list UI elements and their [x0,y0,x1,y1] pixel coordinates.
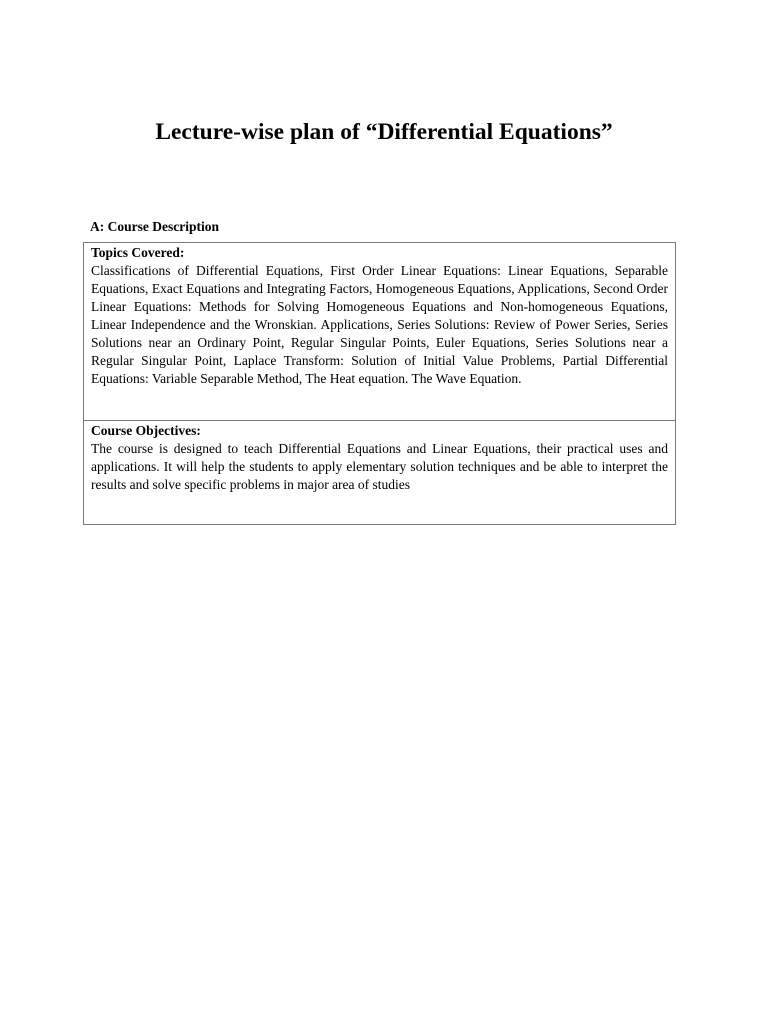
course-objectives-label: Course Objectives: [91,423,201,438]
course-description-table [83,242,676,525]
topics-covered-label: Topics Covered: [91,245,185,260]
topics-covered-text: Classifications of Differential Equations, First Order Linear Equations: Linear Equations, Separable Equations, Exact Equations and Integrating Factors, Homogeneous Equations, Applications, Second Order Linear Equations: Methods for Solving Homogeneous Equations and Non-homogeneous Equations, Linear Independence and the Wronskian. Applications, Series Solutions: Review of Power Series, Series Solutions near an Ordinary Point, Regular Singular Points, Euler Equations, Series Solutions near a Regular Singular Point, Laplace Transform: Solution of Initial Value Problems, Partial Differential Equations: Variable Separable Method, The Heat equation. The Wave Equation. [91,263,668,386]
section-heading-course-description: A: Course Description [90,219,219,234]
topics-covered-cell [84,243,675,421]
page-title: Lecture-wise plan of “Differential Equations” [155,119,613,145]
course-objectives-text: The course is designed to teach Differential Equations and Linear Equations, their practical uses and applications. It will help the students to apply elementary solution techniques and be able to interpret the results and solve specific problems in major area of studies [91,441,668,492]
course-objectives-cell [84,421,675,524]
